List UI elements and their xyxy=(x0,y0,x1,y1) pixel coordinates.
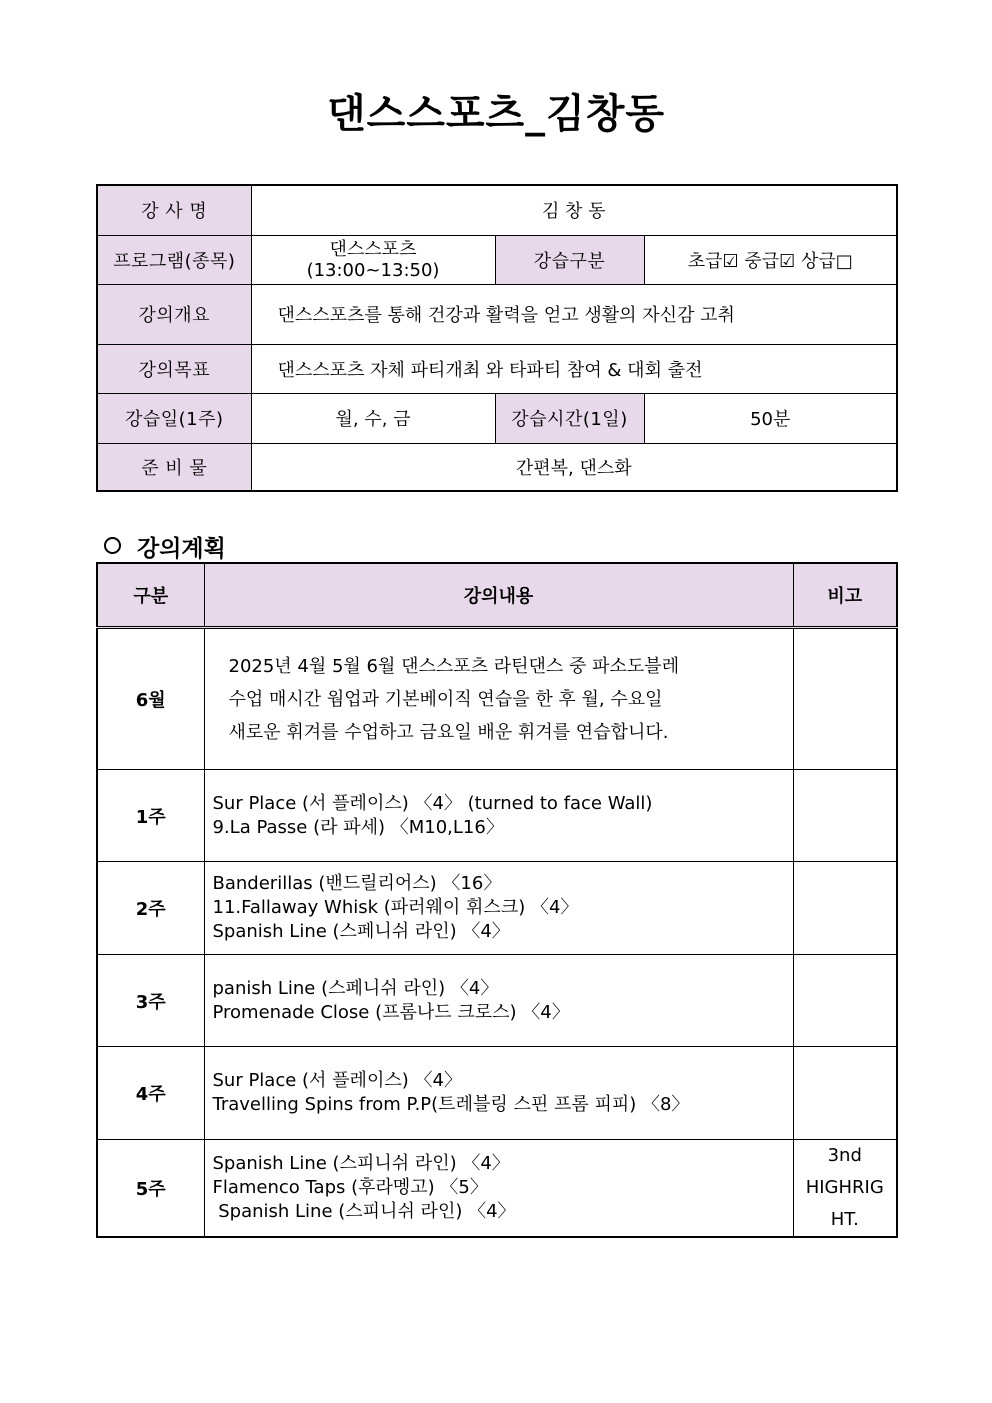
intro-content xyxy=(204,628,793,770)
week-note xyxy=(793,770,897,862)
week-content xyxy=(204,862,793,955)
header-period: 구분 xyxy=(97,563,204,628)
program-value xyxy=(251,235,495,284)
intro-row xyxy=(97,628,897,770)
week-line: Banderillas (밴드릴리어스) 〈16〉 xyxy=(212,873,502,894)
intro-note xyxy=(793,628,897,770)
duration-label: 강습시간(1일) xyxy=(495,393,644,443)
materials-label: 준 비 물 xyxy=(97,443,251,491)
overview-label: 강의개요 xyxy=(97,284,251,344)
note-line: HT. xyxy=(830,1209,859,1230)
week-line: 9.La Passe (라 파세) 〈M10,L16〉 xyxy=(212,816,504,838)
week-note xyxy=(793,1140,897,1238)
duration-value: 50분 xyxy=(644,393,897,443)
level-label: 강습구분 xyxy=(495,235,644,284)
week-row xyxy=(97,862,897,955)
week-period: 1주 xyxy=(97,770,204,862)
goal-value: 댄스스포츠 자체 파티개최 와 타파티 참여 & 대회 출전 xyxy=(251,344,897,393)
program-time: (13:00~13:50) xyxy=(306,259,440,281)
week-line: Promenade Close (프롬나드 크로스) 〈4〉 xyxy=(212,1001,570,1023)
week-line: Sur Place (서 플레이스) 〈4〉 (turned to face Wall) xyxy=(212,792,653,814)
week-row xyxy=(97,955,897,1047)
week-line: 11.Fallaway Whisk (파러웨이 휘스크) 〈4〉 xyxy=(212,897,579,918)
course-info-table xyxy=(96,184,898,492)
week-content xyxy=(204,955,793,1047)
week-row xyxy=(97,1047,897,1140)
intro-period: 6월 xyxy=(97,628,204,770)
week-period: 5주 xyxy=(97,1140,204,1238)
instructor-name: 김 창 동 xyxy=(251,185,897,235)
circle-bullet-icon xyxy=(104,537,121,554)
week-line: panish Line (스페니쉬 라인) 〈4〉 xyxy=(212,977,499,999)
overview-value: 댄스스포츠를 통해 건강과 활력을 얻고 생활의 자신감 고취 xyxy=(251,284,897,344)
days-label: 강습일(1주) xyxy=(97,393,251,443)
week-period: 3주 xyxy=(97,955,204,1047)
week-line: Spanish Line (스피니쉬 라인) 〈4〉 xyxy=(212,1201,516,1222)
note-line: 3nd xyxy=(827,1145,862,1166)
program-name: 댄스스포츠 xyxy=(329,238,417,260)
week-period: 4주 xyxy=(97,1047,204,1140)
instructor-label: 강 사 명 xyxy=(97,185,251,235)
week-line: Spanish Line (스피니쉬 라인) 〈4〉 xyxy=(212,1153,510,1174)
lesson-plan-table xyxy=(96,562,898,1238)
week-note xyxy=(793,1047,897,1140)
program-label: 프로그램(종목) xyxy=(97,235,251,284)
document-title: 댄스스포츠_김창동 xyxy=(326,91,666,137)
week-line: Travelling Spins from P.P(트레블링 스핀 프롬 피피) 〈8〉 xyxy=(212,1094,690,1115)
week-line: Sur Place (서 플레이스) 〈4〉 xyxy=(212,1070,462,1091)
week-row xyxy=(97,1140,897,1238)
goal-label: 강의목표 xyxy=(97,344,251,393)
intro-line: 2025년 4월 5월 6월 댄스스포츠 라틴댄스 중 파소도블레 xyxy=(228,655,680,677)
note-line: HIGHRIG xyxy=(805,1177,884,1198)
plan-section-heading xyxy=(104,530,226,563)
week-content xyxy=(204,1047,793,1140)
week-note xyxy=(793,862,897,955)
intro-line: 새로운 휘겨를 수업하고 금요일 배운 휘겨를 연습합니다. xyxy=(228,721,669,743)
intro-line: 수업 매시간 웜업과 기본베이직 연습을 한 후 월, 수요일 xyxy=(228,688,663,710)
plan-section-title: 강의계획 xyxy=(137,536,226,562)
week-line: Spanish Line (스페니쉬 라인) 〈4〉 xyxy=(212,921,510,942)
plan-header-row xyxy=(97,563,897,628)
week-content xyxy=(204,1140,793,1238)
level-value: 초급☑ 중급☑ 상급□ xyxy=(644,235,897,284)
materials-value: 간편복, 댄스화 xyxy=(251,443,897,491)
week-content xyxy=(204,770,793,862)
header-note: 비고 xyxy=(793,563,897,628)
week-row xyxy=(97,770,897,862)
week-note xyxy=(793,955,897,1047)
week-period: 2주 xyxy=(97,862,204,955)
days-value: 월, 수, 금 xyxy=(251,393,495,443)
week-line: Flamenco Taps (후라멩고) 〈5〉 xyxy=(212,1177,488,1198)
header-content: 강의내용 xyxy=(204,563,793,628)
